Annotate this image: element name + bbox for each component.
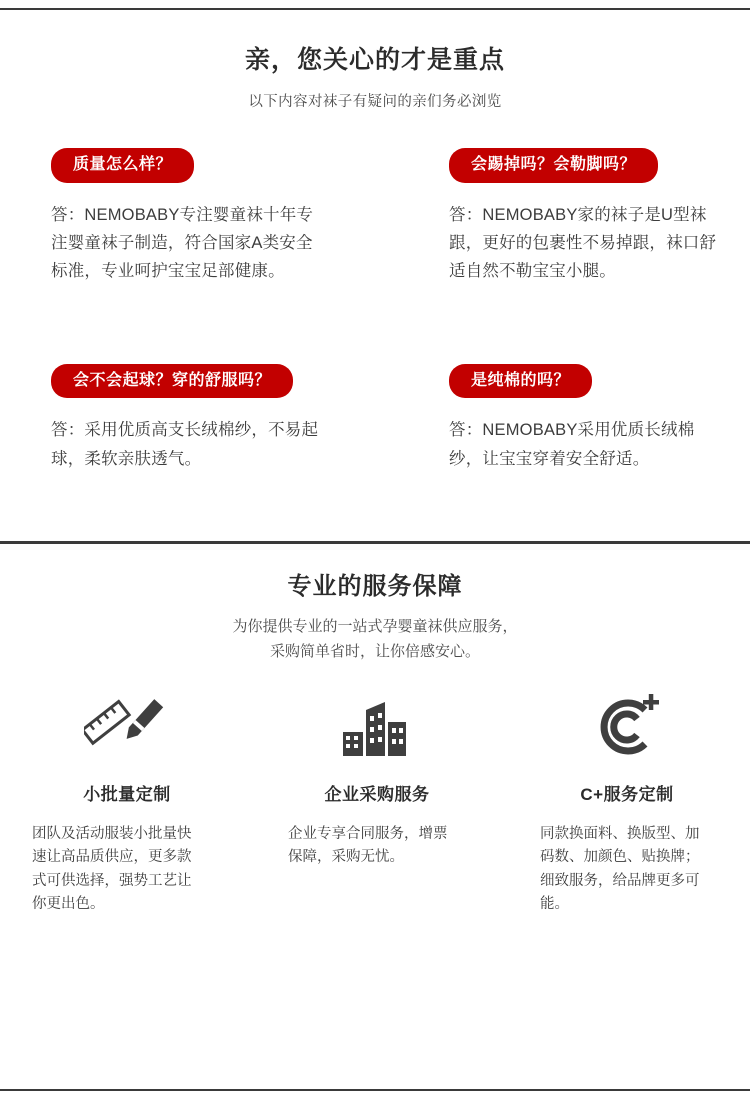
faq-item [449, 148, 749, 286]
faq-question-badge: 是纯棉的吗？ [449, 364, 592, 399]
faq-section [0, 8, 750, 468]
service-card [22, 684, 232, 917]
pencil-ruler-icon [22, 684, 232, 762]
service-card [272, 684, 482, 870]
service-card-text: 团队及活动服装小批量快速让高品质供应，更多款式可供选择，强势工艺让你更出色。 [32, 826, 192, 913]
buildings-icon [272, 684, 482, 762]
faq-question-badge: 会踢掉吗？会勒脚吗？ [449, 148, 658, 183]
service-card-label: 企业采购服务 [324, 785, 430, 804]
service-subtitle-line2: 采购简单省时，让你倍感安心。 [269, 642, 480, 660]
faq-item [51, 364, 351, 473]
faq-subtitle: 以下内容对袜子有疑问的亲们务必浏览 [248, 94, 502, 110]
service-card [522, 684, 732, 917]
c-plus-icon [522, 684, 732, 762]
faq-question-badge: 会不会起球？穿的舒服吗？ [51, 364, 293, 399]
service-subtitle [0, 615, 750, 665]
service-section [0, 544, 750, 913]
faq-question-badge: 质量怎么样？ [51, 148, 194, 183]
service-card-text: 同款换面料、换版型、加码数、加颜色、贴换牌；细致服务，给品牌更多可能。 [540, 826, 700, 913]
service-card-label: 小批量定制 [83, 785, 171, 804]
service-title: 专业的服务保障 [287, 573, 463, 600]
faq-column-left [51, 148, 351, 533]
faq-answer: 答：NEMOBABY家的袜子是U型袜跟，更好的包裹性不易掉跟，袜口舒适自然不勒宝宝小腿。 [449, 205, 717, 281]
faq-item [51, 148, 351, 286]
service-card-label: C+服务定制 [580, 785, 674, 804]
faq-column-right [449, 148, 749, 533]
bottom-divider [0, 1089, 750, 1091]
faq-answer: 答：NEMOBABY专注婴童袜十年专注婴童袜子制造，符合国家A类安全标准，专业呵护宝宝足部健康。 [51, 205, 314, 281]
service-card-text: 企业专享合同服务，增票保障，采购无忧。 [288, 826, 448, 866]
faq-answer: 答：采用优质高支长绒棉纱，不易起球，柔软亲肤透气。 [51, 421, 319, 468]
faq-item [449, 364, 749, 473]
faq-title: 亲，您关心的才是重点 [244, 46, 505, 74]
service-subtitle-line1: 为你提供专业的一站式孕婴童袜供应服务， [232, 618, 518, 635]
faq-answer: 答：NEMOBABY采用优质长绒棉纱，让宝宝穿着安全舒适。 [449, 421, 695, 468]
